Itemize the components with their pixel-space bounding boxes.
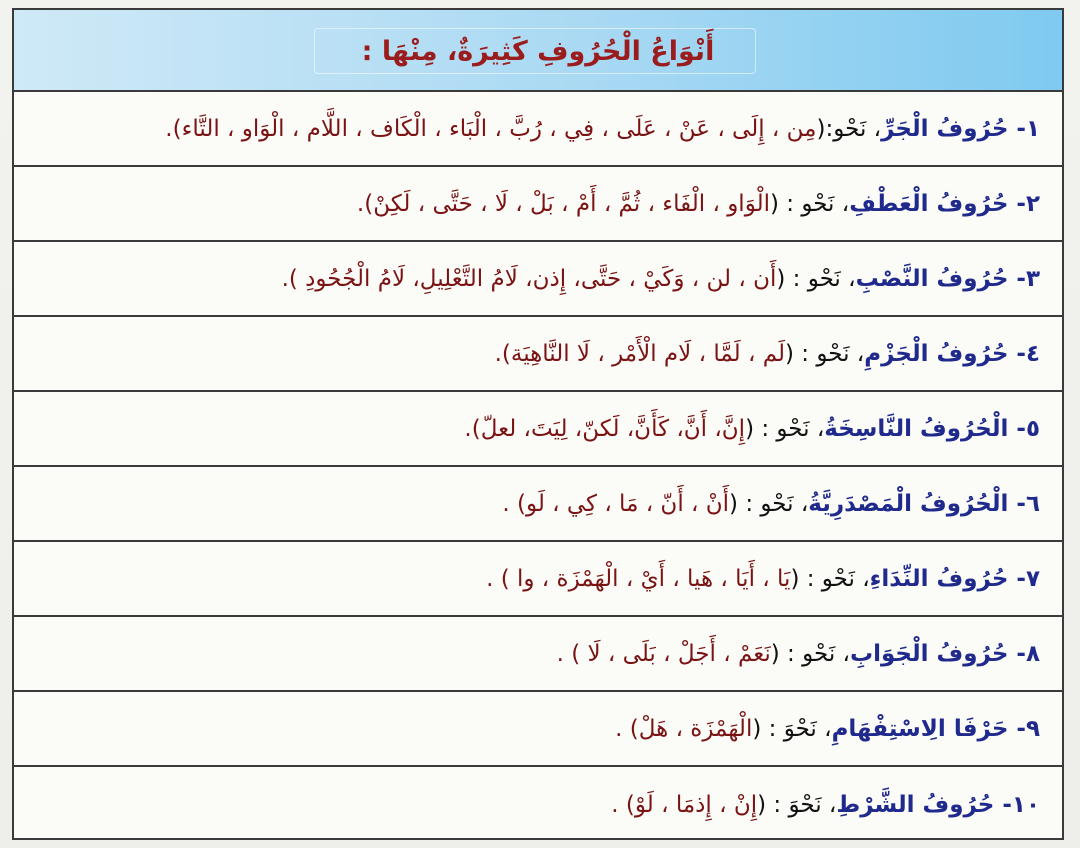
row-connector: ، نَحْوَ : ( <box>752 715 832 742</box>
row-heading: حَرْفَا الِاسْتِفْهَامِ <box>831 715 1009 742</box>
row-connector: ، نَحْو : ( <box>745 415 825 442</box>
row-examples: أَنْ ، أَنّ ، مَا ، كِي ، لَو) . <box>502 490 730 517</box>
table-header <box>14 10 1062 92</box>
row-number: ٢- <box>1016 190 1040 217</box>
row-connector: ، نَحْو : ( <box>770 640 850 667</box>
row-examples: الْوَاو ، الْفَاء ، ثُمَّ ، أَمْ ، بَلْ ، لَا ، حَتَّى ، لَكِنْ). <box>356 190 770 217</box>
row-number: ٨- <box>1016 640 1040 667</box>
row-number: ٥- <box>1016 415 1040 442</box>
row-examples: لَم ، لَمَّا ، لَام الْأَمْر ، لَا النَّاهِيَة). <box>494 340 786 367</box>
table-title: أَنْوَاعُ الْحُرُوفِ كَثِيرَةٌ، مِنْهَا : <box>361 36 715 67</box>
row-examples: مِن ، إِلَى ، عَنْ ، عَلَى ، فِي ، رُبَّ ، الْبَاء ، الْكَاف ، اللَّام ، الْوَاو ، التَّاء). <box>165 115 817 142</box>
table-row <box>14 167 1062 242</box>
row-examples: أَن ، لن ، وَكَيْ ، حَتَّى، إِذن، لَامُ التَّعْلِيلِ، لَامُ الْجُحُودِ ). <box>281 265 777 292</box>
row-heading: حُرُوفُ الْجَرِّ <box>881 115 1009 142</box>
row-heading: حُرُوفُ الْجَزْمِ <box>864 340 1009 367</box>
row-connector: ، نَحْوَ : ( <box>757 791 837 818</box>
row-heading: الْحُرُوفُ النَّاسِخَةُ <box>824 415 1009 442</box>
row-heading: حُرُوفُ النَّصْبِ <box>855 265 1009 292</box>
row-number: ٦- <box>1016 490 1040 517</box>
row-heading: حُرُوفُ الْجَوَابِ <box>849 640 1009 667</box>
table-row <box>14 617 1062 692</box>
row-number: ٣- <box>1016 265 1040 292</box>
table-row <box>14 242 1062 317</box>
table-row <box>14 692 1062 767</box>
row-heading: حُرُوفُ النِّدَاءِ <box>869 565 1009 592</box>
row-connector: ، نَحْو : ( <box>785 340 865 367</box>
row-heading: حُرُوفُ الْعَطْفِ <box>849 190 1009 217</box>
table-row <box>14 317 1062 392</box>
row-examples: إِنْ ، إِذمَا ، لَوْ) . <box>611 791 758 818</box>
table-row <box>14 392 1062 467</box>
row-connector: ، نَحْو : ( <box>769 190 850 217</box>
row-connector: ، نَحْو:( <box>816 115 882 142</box>
row-examples: الْهَمْزَة ، هَلْ) . <box>615 715 753 742</box>
row-examples: إِنَّ، أَنَّ، كَأَنَّ، لَكنّ، لِيَتَ، لعلّ). <box>464 415 746 442</box>
table-row <box>14 467 1062 542</box>
row-examples: يَا ، أَيَا ، هَيا ، أَيْ ، الْهَمْزَة ، وا ) . <box>486 565 791 592</box>
table-row <box>14 542 1062 617</box>
row-connector: ، نَحْو : ( <box>790 565 870 592</box>
row-connector: ، نَحْو : ( <box>729 490 809 517</box>
grammar-table <box>12 8 1064 840</box>
row-connector: ، نَحْو : ( <box>776 265 856 292</box>
row-number: ٧- <box>1016 565 1040 592</box>
row-heading: حُرُوفُ الشَّرْطِ <box>836 791 995 818</box>
table-row <box>14 767 1062 842</box>
table-row <box>14 92 1062 167</box>
row-number: ٤- <box>1016 340 1040 367</box>
row-number: ١٠- <box>1002 791 1040 818</box>
row-number: ٩- <box>1016 715 1040 742</box>
row-examples: نَعَمْ ، أَجَلْ ، بَلَى ، لَا ) . <box>556 640 771 667</box>
row-number: ١- <box>1016 115 1040 142</box>
row-heading: الْحُرُوفُ الْمَصْدَرِيَّةُ <box>808 490 1009 517</box>
